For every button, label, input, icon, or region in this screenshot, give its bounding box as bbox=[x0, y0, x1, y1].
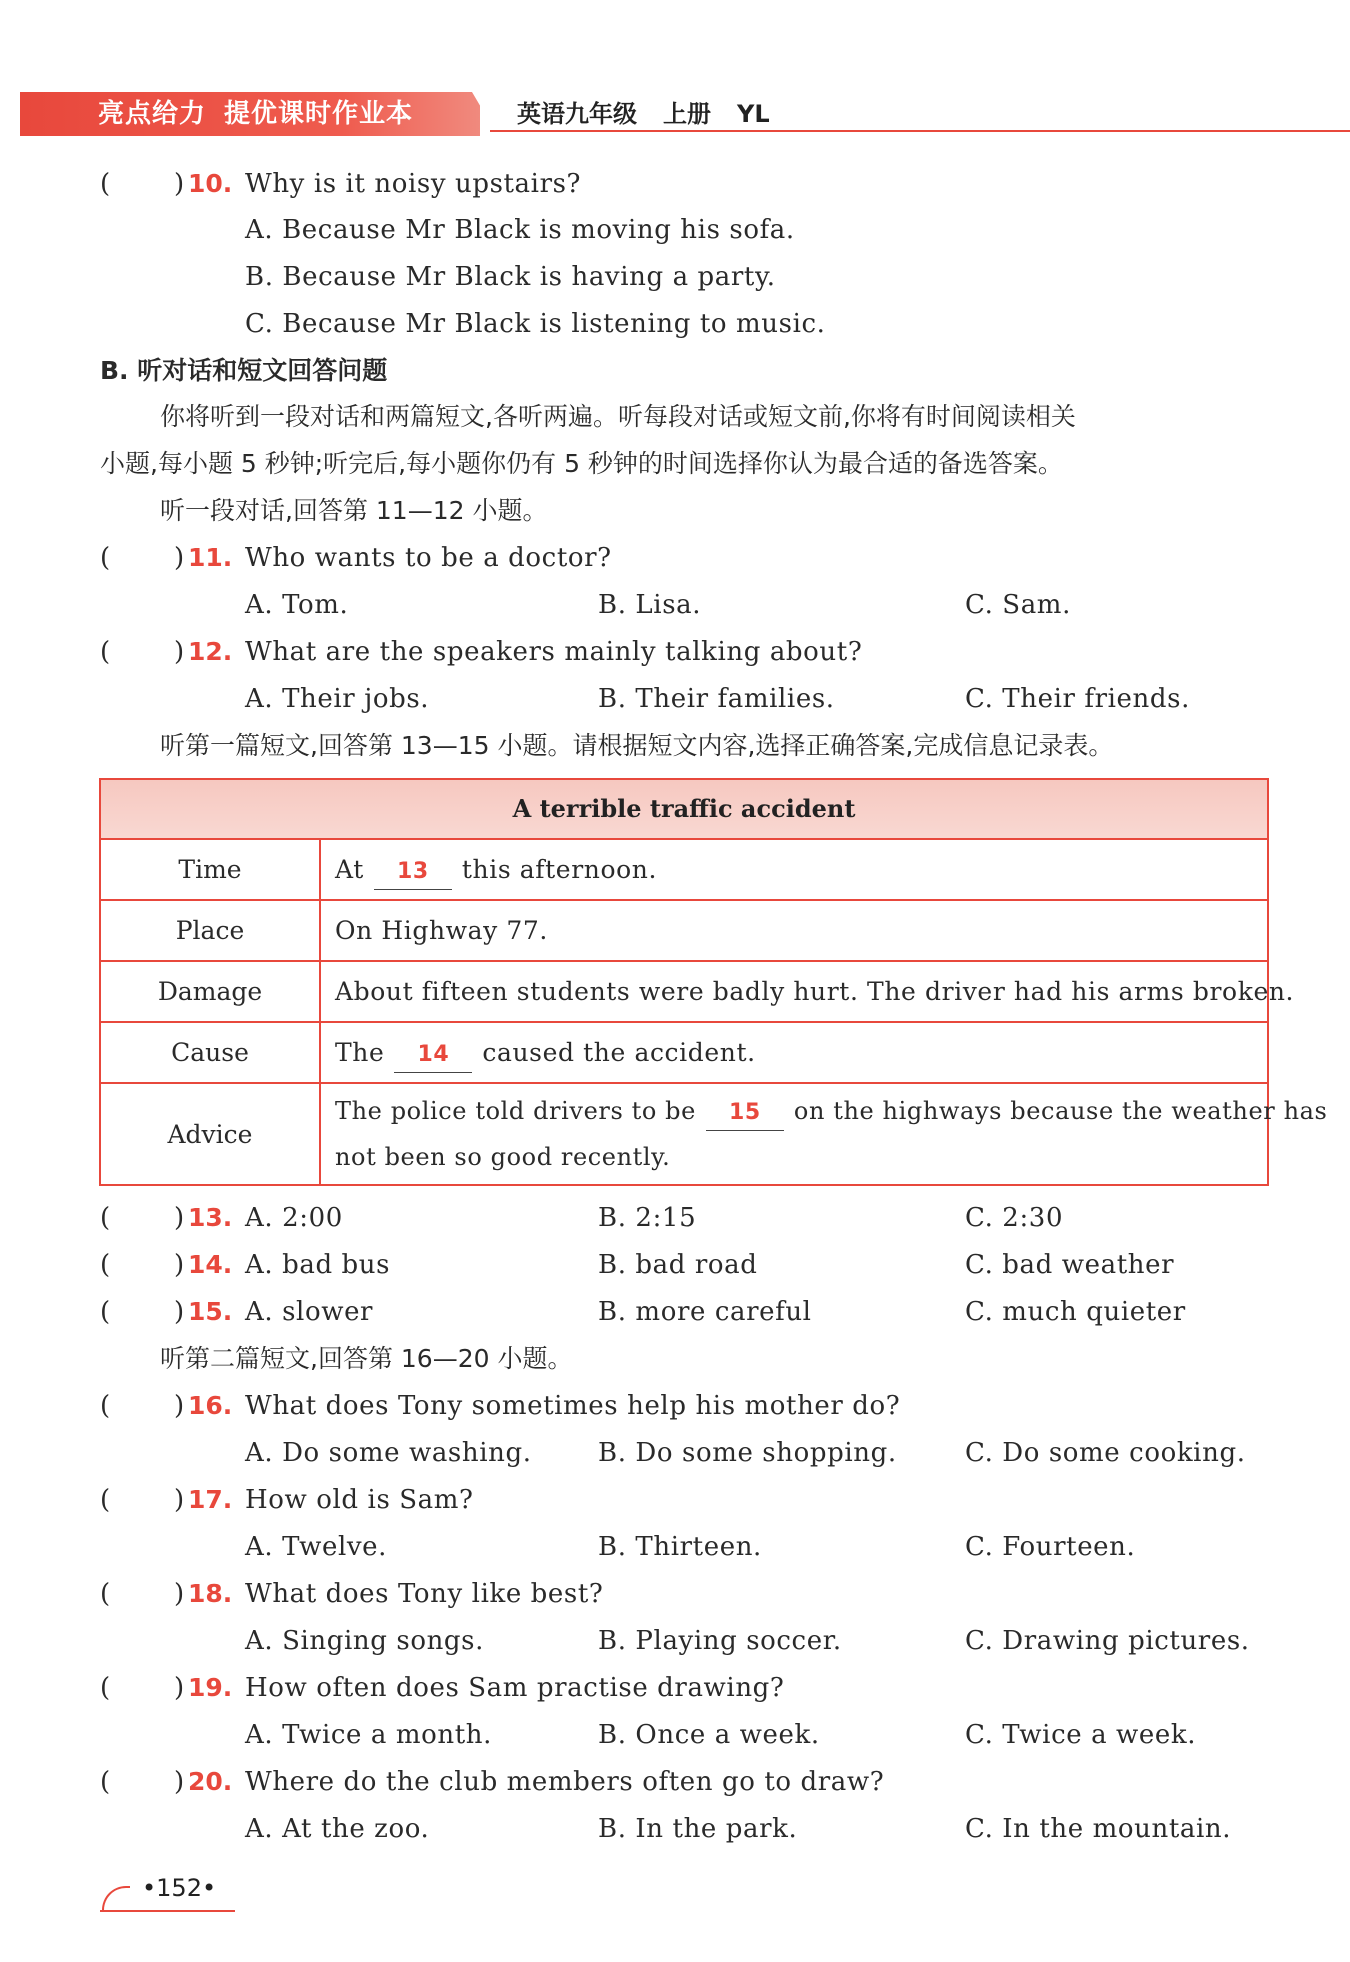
question-text: How old is Sam? bbox=[245, 1485, 474, 1515]
text-before: At bbox=[335, 855, 364, 884]
banner-series: 提优课时作业本 bbox=[224, 99, 414, 129]
option-c: C. Twice a week. bbox=[965, 1720, 1197, 1750]
question-18 bbox=[100, 1576, 1300, 1612]
option-a: A. bad bus bbox=[245, 1250, 391, 1280]
table-row-cause bbox=[101, 1023, 1267, 1084]
answer-paren-open: ( bbox=[100, 637, 111, 667]
row-content: About fifteen students were badly hurt. The driver had his arms broken. bbox=[335, 977, 1295, 1006]
page-header bbox=[20, 92, 1330, 136]
option-a: A. At the zoo. bbox=[245, 1814, 430, 1844]
option-c: C. Sam. bbox=[965, 590, 1071, 620]
dialogue-note: 听一段对话,回答第 11—12 小题。 bbox=[160, 496, 548, 525]
question-number: 10. bbox=[188, 169, 233, 198]
answer-paren-open: ( bbox=[100, 1485, 111, 1515]
question-number: 16. bbox=[188, 1391, 233, 1420]
answer-blank-13[interactable]: 13 bbox=[374, 855, 452, 890]
option-a: A. Twice a month. bbox=[245, 1720, 492, 1750]
table-title: A terrible traffic accident bbox=[101, 780, 1267, 840]
option-b: B. Their families. bbox=[598, 684, 835, 714]
answer-paren-close: ) bbox=[174, 1297, 185, 1327]
question-text: What are the speakers mainly talking about? bbox=[245, 637, 863, 667]
option-b: B. Lisa. bbox=[598, 590, 702, 620]
option-c: C. Do some cooking. bbox=[965, 1438, 1246, 1468]
option-a: A. Their jobs. bbox=[245, 684, 430, 714]
row-label: Time bbox=[101, 840, 321, 899]
question-number: 12. bbox=[188, 637, 233, 666]
option-c: C. much quieter bbox=[965, 1297, 1186, 1327]
question-number: 19. bbox=[188, 1673, 233, 1702]
option-b: B. 2:15 bbox=[598, 1203, 697, 1233]
answer-paren-close: ) bbox=[174, 543, 185, 573]
answer-paren-close: ) bbox=[174, 1485, 185, 1515]
question-16 bbox=[100, 1388, 1300, 1424]
question-12 bbox=[100, 634, 1300, 670]
instruction-line-1: 你将听到一段对话和两篇短文,各听两遍。听每段对话或短文前,你将有时间阅读相关 bbox=[160, 402, 1076, 431]
row-content bbox=[335, 1023, 756, 1083]
option-b: B. Once a week. bbox=[598, 1720, 820, 1750]
banner-brand: 亮点给力 bbox=[98, 99, 207, 129]
option-c: C. Because Mr Black is listening to music. bbox=[245, 309, 826, 339]
question-number: 18. bbox=[188, 1579, 233, 1608]
question-text: What does Tony like best? bbox=[245, 1579, 604, 1609]
question-19 bbox=[100, 1670, 1300, 1706]
option-a: A. Singing songs. bbox=[245, 1626, 484, 1656]
option-a: A. 2:00 bbox=[245, 1203, 343, 1233]
text-after: caused the accident. bbox=[482, 1038, 756, 1067]
option-c: C. Their friends. bbox=[965, 684, 1190, 714]
row-label: Cause bbox=[101, 1023, 321, 1082]
option-a: A. slower bbox=[245, 1297, 374, 1327]
option-a: A. Twelve. bbox=[245, 1532, 388, 1562]
subject-label: 英语九年级 bbox=[517, 100, 637, 128]
option-b: B. Playing soccer. bbox=[598, 1626, 842, 1656]
option-b: B. bad road bbox=[598, 1250, 758, 1280]
table-row-damage bbox=[101, 962, 1295, 1023]
option-c: C. bad weather bbox=[965, 1250, 1175, 1280]
passage2-note: 听第二篇短文,回答第 16—20 小题。 bbox=[160, 1344, 573, 1373]
option-b: B. Because Mr Black is having a party. bbox=[245, 262, 776, 292]
page-number-badge bbox=[100, 1870, 235, 1910]
answer-paren-open: ( bbox=[100, 1767, 111, 1797]
row-label: Place bbox=[101, 901, 321, 960]
question-17 bbox=[100, 1482, 1300, 1518]
option-c: C. In the mountain. bbox=[965, 1814, 1232, 1844]
answer-blank-14[interactable]: 14 bbox=[394, 1038, 472, 1073]
row-content bbox=[335, 1088, 1327, 1180]
answer-paren-open: ( bbox=[100, 543, 111, 573]
question-number: 14. bbox=[188, 1250, 233, 1279]
option-c: C. 2:30 bbox=[965, 1203, 1064, 1233]
answer-paren-close: ) bbox=[174, 1673, 185, 1703]
question-text: How often does Sam practise drawing? bbox=[245, 1673, 785, 1703]
edition-label: YL bbox=[737, 100, 770, 128]
header-subject bbox=[517, 96, 796, 132]
answer-paren-open: ( bbox=[100, 169, 111, 199]
page-number: •152• bbox=[142, 1874, 217, 1902]
answer-paren-close: ) bbox=[174, 169, 185, 199]
answer-paren-open: ( bbox=[100, 1250, 111, 1280]
instruction-line-2: 小题,每小题 5 秒钟;听完后,每小题你仍有 5 秒钟的时间选择你认为最合适的备选答案。 bbox=[100, 449, 1063, 478]
row-content: On Highway 77. bbox=[335, 916, 548, 945]
row-content bbox=[335, 840, 657, 900]
question-10 bbox=[100, 166, 1300, 202]
answer-paren-close: ) bbox=[174, 1391, 185, 1421]
section-title: B. 听对话和短文回答问题 bbox=[100, 356, 388, 385]
option-b: B. Do some shopping. bbox=[598, 1438, 897, 1468]
question-number: 11. bbox=[188, 543, 233, 572]
option-b: B. more careful bbox=[598, 1297, 812, 1327]
table-row-place bbox=[101, 901, 1267, 962]
option-a: A. Because Mr Black is moving his sofa. bbox=[245, 215, 795, 245]
question-text: What does Tony sometimes help his mother do? bbox=[245, 1391, 901, 1421]
table-row-time bbox=[101, 840, 1267, 901]
answer-paren-close: ) bbox=[174, 1579, 185, 1609]
question-number: 20. bbox=[188, 1767, 233, 1796]
option-b: B. In the park. bbox=[598, 1814, 798, 1844]
info-table bbox=[99, 778, 1328, 1186]
answer-paren-close: ) bbox=[174, 637, 185, 667]
passage1-note: 听第一篇短文,回答第 13—15 小题。请根据短文内容,选择正确答案,完成信息记录表。 bbox=[160, 731, 1114, 760]
question-number: 13. bbox=[188, 1203, 233, 1232]
answer-blank-15[interactable]: 15 bbox=[706, 1096, 784, 1131]
option-c: C. Fourteen. bbox=[965, 1532, 1136, 1562]
option-c: C. Drawing pictures. bbox=[965, 1626, 1250, 1656]
option-a: A. Tom. bbox=[245, 590, 349, 620]
text-before: The police told drivers to be bbox=[335, 1097, 696, 1125]
option-a: A. Do some washing. bbox=[245, 1438, 532, 1468]
question-number: 17. bbox=[188, 1485, 233, 1514]
question-20 bbox=[100, 1764, 1300, 1800]
option-b: B. Thirteen. bbox=[598, 1532, 762, 1562]
row-label: Advice bbox=[101, 1084, 321, 1184]
answer-paren-close: ) bbox=[174, 1203, 185, 1233]
answer-paren-close: ) bbox=[174, 1250, 185, 1280]
answer-paren-open: ( bbox=[100, 1391, 111, 1421]
banner-title bbox=[98, 96, 413, 132]
answer-paren-close: ) bbox=[174, 1767, 185, 1797]
question-text: Where do the club members often go to draw? bbox=[245, 1767, 885, 1797]
answer-paren-open: ( bbox=[100, 1673, 111, 1703]
text-after: on the highways because the weather has bbox=[793, 1097, 1328, 1125]
text-after: this afternoon. bbox=[461, 855, 657, 884]
question-11 bbox=[100, 540, 1300, 576]
question-text: Who wants to be a doctor? bbox=[245, 543, 612, 573]
question-number: 15. bbox=[188, 1297, 233, 1326]
row-label: Damage bbox=[101, 962, 321, 1021]
text-line-2: not been so good recently. bbox=[335, 1143, 671, 1171]
table-row-advice bbox=[101, 1084, 1328, 1184]
text-before: The bbox=[335, 1038, 385, 1067]
answer-paren-open: ( bbox=[100, 1297, 111, 1327]
volume-label: 上册 bbox=[663, 100, 711, 128]
answer-paren-open: ( bbox=[100, 1579, 111, 1609]
question-text: Why is it noisy upstairs? bbox=[245, 169, 582, 199]
answer-paren-open: ( bbox=[100, 1203, 111, 1233]
